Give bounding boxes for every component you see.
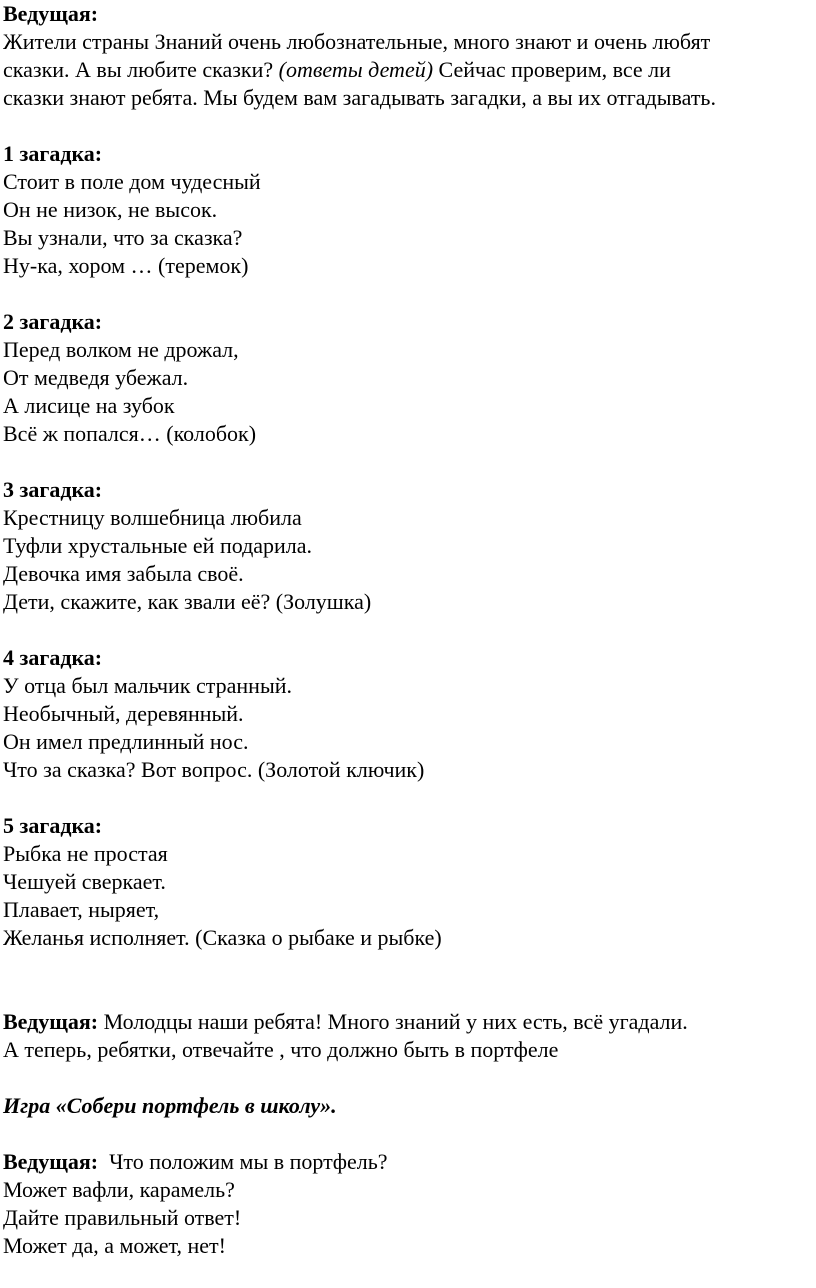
riddle-1-line: Вы узнали, что за сказка? — [3, 225, 243, 250]
riddle-5-title: 5 загадка: — [3, 813, 103, 838]
riddle-3-title: 3 загадка: — [3, 477, 103, 502]
riddle-4-line: У отца был мальчик странный. — [3, 673, 292, 698]
riddle-3-line: Девочка имя забыла своё. — [3, 561, 244, 586]
riddle-3-line: Туфли хрустальные ей подарила. — [3, 533, 313, 558]
riddle-2-line: Всё ж попался… (колобок) — [3, 421, 257, 446]
poem-first: Что положим мы в портфель? — [98, 1149, 388, 1174]
praise-speaker: Ведущая: — [3, 1009, 99, 1034]
intro-line-1: Жители страны Знаний очень любознательные, много знают и очень любят — [3, 29, 711, 54]
riddle-4-line: Что за сказка? Вот вопрос. (Золотой ключик) — [3, 757, 425, 782]
intro-speaker-line — [3, 0, 816, 28]
game-title-line — [3, 1092, 816, 1120]
riddle-1-title: 1 загадка: — [3, 141, 103, 166]
riddle-5-line: Плавает, ныряет, — [3, 897, 160, 922]
riddle-1-line: Он не низок, не высок. — [3, 197, 218, 222]
riddle-3-line: Крестницу волшебница любила — [3, 505, 302, 530]
riddle-4-title: 4 загадка: — [3, 645, 103, 670]
riddle-5-line: Рыбка не простая — [3, 841, 168, 866]
riddle-2-line: А лисице на зубок — [3, 393, 175, 418]
riddle-2-line: От медведя убежал. — [3, 365, 189, 390]
praise-line-1 — [3, 1008, 816, 1036]
poem-line: Может вафли, карамель? — [3, 1177, 235, 1202]
riddle-5-line: Чешуей сверкает. — [3, 869, 166, 894]
praise-line-2: А теперь, ребятки, отвечайте , что должно быть в портфеле — [3, 1037, 559, 1062]
poem-line-1 — [3, 1148, 816, 1176]
poem-speaker: Ведущая: — [3, 1149, 99, 1174]
riddle-5-line: Желанья исполняет. (Сказка о рыбаке и рыбке) — [3, 925, 442, 950]
riddle-4-line: Он имел предлинный нос. — [3, 729, 249, 754]
poem-line: Может да, а может, нет! — [3, 1233, 226, 1258]
riddle-3-line: Дети, скажите, как звали её? (Золушка) — [3, 589, 372, 614]
intro-line-2-text: сказки. А вы любите сказки? — [3, 57, 274, 82]
intro-line-3: сказки знают ребята. Мы будем вам загадывать загадки, а вы их отгадывать. — [3, 85, 716, 110]
riddle-2-line: Перед волком не дрожал, — [3, 337, 239, 362]
riddle-1-line: Ну-ка, хором … (теремок) — [3, 253, 249, 278]
intro-remark: (ответы детей) — [278, 57, 434, 82]
riddle-4-line: Необычный, деревянный. — [3, 701, 244, 726]
riddle-1-line: Стоит в поле дом чудесный — [3, 169, 261, 194]
praise-text: Молодцы наши ребята! Много знаний у них есть, всё угадали. — [98, 1009, 688, 1034]
intro-line-2-tail: Сейчас проверим, все ли — [433, 57, 671, 82]
intro-line-2 — [3, 56, 816, 84]
poem-line: Дайте правильный ответ! — [3, 1205, 242, 1230]
riddle-2-title: 2 загадка: — [3, 309, 103, 334]
game-title: Игра «Собери портфель в школу». — [3, 1093, 337, 1118]
intro-speaker: Ведущая: — [3, 1, 99, 26]
